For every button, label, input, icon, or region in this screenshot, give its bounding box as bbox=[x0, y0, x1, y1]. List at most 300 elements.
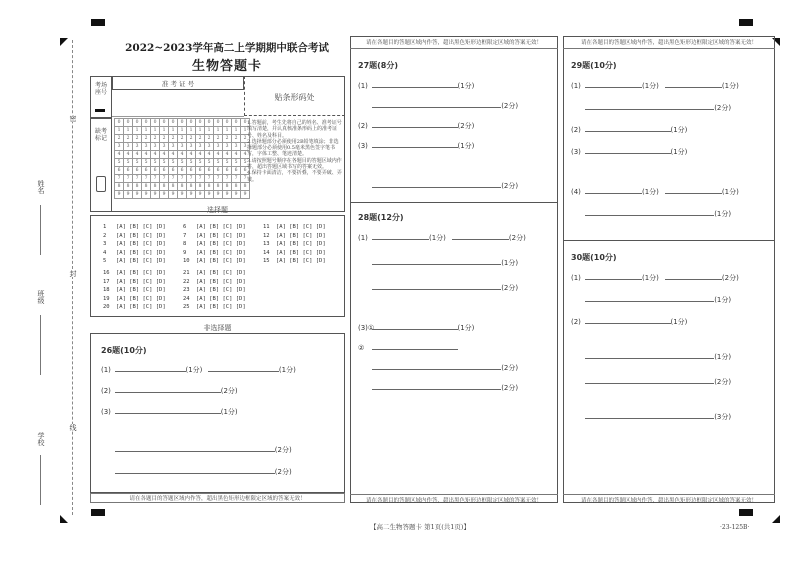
digit-bubble[interactable]: 5 bbox=[232, 159, 241, 167]
blank-line[interactable] bbox=[115, 466, 275, 474]
choice-options[interactable]: [A] [B] [C] [D] bbox=[116, 304, 166, 311]
q28-answer-line[interactable] bbox=[358, 257, 548, 268]
choice-options[interactable]: [A] [B] [C] [D] bbox=[196, 278, 246, 285]
q26-answer-line[interactable] bbox=[101, 406, 336, 417]
blank-line[interactable] bbox=[372, 180, 501, 188]
digit-bubble[interactable]: 3 bbox=[160, 143, 169, 151]
q29-answer-line[interactable] bbox=[571, 80, 761, 91]
digit-bubble[interactable]: 1 bbox=[187, 127, 196, 135]
blank-line[interactable] bbox=[115, 444, 275, 452]
digit-bubble[interactable]: 3 bbox=[187, 143, 196, 151]
score-label: (2分) bbox=[501, 182, 519, 190]
digit-bubble[interactable]: 3 bbox=[133, 143, 142, 151]
digit-bubble[interactable]: 5 bbox=[241, 159, 250, 167]
choice-question-18[interactable] bbox=[103, 287, 166, 293]
choice-question-20[interactable] bbox=[103, 304, 166, 310]
digit-bubble[interactable]: 1 bbox=[196, 127, 205, 135]
digit-bubble[interactable]: 3 bbox=[196, 143, 205, 151]
digit-bubble[interactable]: 5 bbox=[196, 159, 205, 167]
choice-question-8[interactable] bbox=[183, 241, 246, 247]
digit-bubble[interactable]: 6 bbox=[241, 167, 250, 175]
choice-options[interactable]: [A] [B] [C] [D] bbox=[276, 258, 326, 265]
digit-bubble[interactable]: 2 bbox=[169, 135, 178, 143]
digit-bubble[interactable]: 7 bbox=[241, 175, 250, 183]
q28-answer-line[interactable] bbox=[358, 342, 548, 352]
digit-bubble[interactable]: 6 bbox=[124, 167, 133, 175]
digit-bubble[interactable]: 0 bbox=[169, 119, 178, 127]
digit-bubble[interactable]: 4 bbox=[241, 151, 250, 159]
digit-bubble[interactable]: 8 bbox=[205, 183, 214, 191]
digit-bubble[interactable]: 3 bbox=[205, 143, 214, 151]
digit-bubble[interactable]: 9 bbox=[178, 191, 187, 199]
choice-number: 9 bbox=[183, 249, 187, 256]
choice-options[interactable]: [A] [B] [C] [D] bbox=[116, 295, 166, 302]
digit-bubble[interactable]: 8 bbox=[241, 183, 250, 191]
choice-options[interactable]: [A] [B] [C] [D] bbox=[276, 249, 326, 256]
digit-bubble[interactable]: 6 bbox=[223, 167, 232, 175]
q26-boundary-notice: 请在各题目的答题区域内作答，超出黑色矩形边框限定区域的答案无效！ bbox=[129, 496, 306, 502]
choice-number: 22 bbox=[183, 278, 190, 285]
digit-bubble[interactable]: 3 bbox=[124, 143, 133, 151]
digit-bubble[interactable]: 0 bbox=[241, 119, 250, 127]
exam-room-mark bbox=[95, 109, 105, 112]
blank-line[interactable] bbox=[585, 102, 714, 110]
blank-line[interactable] bbox=[372, 232, 429, 240]
digit-bubble[interactable]: 2 bbox=[187, 135, 196, 143]
choice-question-19[interactable] bbox=[103, 296, 166, 302]
digit-bubble[interactable]: 5 bbox=[187, 159, 196, 167]
choice-question-3[interactable] bbox=[103, 241, 166, 247]
choice-options[interactable]: [A] [B] [C] [D] bbox=[116, 287, 166, 294]
digit-bubble[interactable]: 6 bbox=[169, 167, 178, 175]
exam-room-label: 考场座号 bbox=[94, 82, 107, 96]
missing-exam-bubble[interactable] bbox=[96, 176, 106, 192]
blank-line[interactable] bbox=[665, 80, 722, 88]
choice-question-2[interactable] bbox=[103, 233, 166, 239]
digit-bubble[interactable]: 1 bbox=[133, 127, 142, 135]
choice-question-6[interactable] bbox=[183, 224, 246, 230]
digit-bubble[interactable]: 1 bbox=[124, 127, 133, 135]
footer-code: ·23-125B· bbox=[720, 524, 750, 531]
choice-options[interactable]: [A] [B] [C] [D] bbox=[276, 241, 326, 248]
digit-bubble[interactable]: 9 bbox=[232, 191, 241, 199]
digit-bubble[interactable]: 8 bbox=[223, 183, 232, 191]
digit-bubble[interactable]: 9 bbox=[151, 191, 160, 199]
digit-bubble[interactable]: 1 bbox=[115, 127, 124, 135]
digit-bubble[interactable]: 8 bbox=[232, 183, 241, 191]
digit-bubble[interactable]: 8 bbox=[196, 183, 205, 191]
blank-line[interactable] bbox=[585, 294, 714, 302]
choice-options[interactable]: [A] [B] [C] [D] bbox=[196, 304, 246, 311]
q29-answer-line[interactable] bbox=[571, 124, 761, 135]
digit-bubble[interactable]: 3 bbox=[151, 143, 160, 151]
digit-bubble[interactable]: 2 bbox=[232, 135, 241, 143]
score-label: (2分) bbox=[721, 274, 739, 282]
digit-bubble[interactable]: 6 bbox=[151, 167, 160, 175]
digit-bubble[interactable]: 2 bbox=[151, 135, 160, 143]
choice-options[interactable]: [A] [B] [C] [D] bbox=[116, 224, 166, 230]
score-label: (2分) bbox=[274, 468, 292, 476]
blank-line[interactable] bbox=[208, 364, 279, 372]
digit-bubble[interactable]: 8 bbox=[115, 183, 124, 191]
digit-bubble[interactable]: 5 bbox=[115, 159, 124, 167]
blank-line[interactable] bbox=[372, 342, 458, 350]
digit-bubble[interactable]: 1 bbox=[223, 127, 232, 135]
blank-line[interactable] bbox=[372, 257, 501, 265]
choice-question-25[interactable] bbox=[183, 304, 246, 310]
choice-options[interactable]: [A] [B] [C] [D] bbox=[196, 249, 246, 256]
score-label: (1分) bbox=[721, 188, 739, 196]
digit-bubble[interactable]: 7 bbox=[187, 175, 196, 183]
blank-line[interactable] bbox=[372, 282, 501, 290]
digit-bubble[interactable]: 9 bbox=[241, 191, 250, 199]
digit-bubble[interactable]: 0 bbox=[232, 119, 241, 127]
digit-bubble[interactable]: 3 bbox=[214, 143, 223, 151]
choice-question-24[interactable] bbox=[183, 296, 246, 302]
choice-question-10[interactable] bbox=[183, 258, 246, 264]
digit-bubble[interactable]: 5 bbox=[133, 159, 142, 167]
digit-bubble[interactable]: 1 bbox=[169, 127, 178, 135]
blank-line[interactable] bbox=[585, 124, 671, 132]
q30-answer-line[interactable] bbox=[571, 411, 761, 422]
digit-bubble[interactable]: 3 bbox=[241, 143, 250, 151]
digit-bubble[interactable]: 8 bbox=[133, 183, 142, 191]
registration-mark-top-right bbox=[739, 19, 753, 26]
blank-line[interactable] bbox=[585, 351, 714, 359]
digit-bubble[interactable]: 3 bbox=[142, 143, 151, 151]
digit-bubble[interactable]: 2 bbox=[205, 135, 214, 143]
digit-bubble[interactable]: 0 bbox=[223, 119, 232, 127]
digit-bubble[interactable]: 6 bbox=[160, 167, 169, 175]
digit-bubble[interactable]: 6 bbox=[133, 167, 142, 175]
choice-question-1[interactable] bbox=[103, 224, 166, 230]
digit-bubble[interactable]: 0 bbox=[124, 119, 133, 127]
digit-bubble[interactable]: 1 bbox=[142, 127, 151, 135]
digit-bubble[interactable]: 9 bbox=[124, 191, 133, 199]
digit-bubble[interactable]: 2 bbox=[214, 135, 223, 143]
digit-bubble[interactable]: 4 bbox=[178, 151, 187, 159]
digit-bubble[interactable]: 2 bbox=[115, 135, 124, 143]
digit-bubble[interactable]: 3 bbox=[169, 143, 178, 151]
digit-bubble[interactable]: 9 bbox=[214, 191, 223, 199]
blank-line[interactable] bbox=[115, 364, 186, 372]
choice-number: 13 bbox=[263, 241, 270, 248]
digit-bubble[interactable]: 8 bbox=[214, 183, 223, 191]
exam-number-bubble-grid[interactable] bbox=[114, 118, 250, 199]
blank-line[interactable] bbox=[115, 385, 221, 393]
choice-number: 15 bbox=[263, 258, 270, 265]
q28-answer-line[interactable] bbox=[358, 282, 548, 293]
digit-bubble[interactable]: 8 bbox=[151, 183, 160, 191]
blank-line[interactable] bbox=[585, 186, 642, 194]
choice-options[interactable]: [A] [B] [C] [D] bbox=[276, 232, 326, 239]
digit-bubble[interactable]: 6 bbox=[178, 167, 187, 175]
digit-bubble[interactable]: 1 bbox=[160, 127, 169, 135]
digit-bubble[interactable]: 4 bbox=[160, 151, 169, 159]
choice-options[interactable]: [A] [B] [C] [D] bbox=[116, 270, 166, 276]
digit-bubble[interactable]: 6 bbox=[205, 167, 214, 175]
digit-bubble[interactable]: 7 bbox=[142, 175, 151, 183]
q30-answer-line[interactable] bbox=[571, 376, 761, 387]
digit-bubble[interactable]: 4 bbox=[223, 151, 232, 159]
q30-title: 30题(10分) bbox=[571, 253, 617, 262]
q28-answer-line[interactable] bbox=[358, 382, 548, 393]
choice-number: 14 bbox=[263, 249, 270, 256]
digit-bubble[interactable]: 7 bbox=[151, 175, 160, 183]
choice-options[interactable]: [A] [B] [C] [D] bbox=[196, 241, 246, 248]
digit-bubble[interactable]: 9 bbox=[133, 191, 142, 199]
digit-bubble[interactable]: 5 bbox=[223, 159, 232, 167]
digit-bubble[interactable]: 7 bbox=[223, 175, 232, 183]
choice-options[interactable]: [A] [B] [C] [D] bbox=[196, 295, 246, 302]
q29-answer-line[interactable] bbox=[571, 186, 761, 197]
sub-question-label: (2) bbox=[101, 387, 111, 395]
choice-question-17[interactable] bbox=[103, 279, 166, 285]
score-label: (2分) bbox=[501, 364, 519, 372]
choice-question-9[interactable] bbox=[183, 250, 246, 256]
digit-bubble[interactable]: 0 bbox=[205, 119, 214, 127]
q30-answer-line[interactable] bbox=[571, 351, 761, 362]
digit-bubble[interactable]: 1 bbox=[205, 127, 214, 135]
digit-bubble[interactable]: 9 bbox=[169, 191, 178, 199]
q26-title: 26题(10分) bbox=[101, 346, 147, 355]
q27-answer-line[interactable] bbox=[358, 120, 548, 131]
digit-bubble[interactable]: 8 bbox=[160, 183, 169, 191]
choice-question-7[interactable] bbox=[183, 233, 246, 239]
digit-bubble[interactable]: 4 bbox=[115, 151, 124, 159]
digit-bubble[interactable]: 8 bbox=[178, 183, 187, 191]
digit-bubble[interactable]: 2 bbox=[178, 135, 187, 143]
digit-bubble[interactable]: 6 bbox=[214, 167, 223, 175]
digit-bubble[interactable]: 9 bbox=[142, 191, 151, 199]
margin-label-school: 学校 bbox=[37, 432, 45, 446]
digit-bubble[interactable]: 0 bbox=[142, 119, 151, 127]
digit-bubble[interactable]: 0 bbox=[196, 119, 205, 127]
q29-answer-line[interactable] bbox=[571, 208, 761, 219]
q27-answer-line[interactable] bbox=[358, 80, 548, 91]
choice-number: 21 bbox=[183, 270, 190, 276]
digit-bubble[interactable]: 5 bbox=[151, 159, 160, 167]
digit-bubble[interactable]: 4 bbox=[142, 151, 151, 159]
digit-bubble[interactable]: 0 bbox=[151, 119, 160, 127]
digit-bubble[interactable]: 6 bbox=[232, 167, 241, 175]
q30-answer-line[interactable] bbox=[571, 316, 761, 327]
score-label: (1分) bbox=[642, 274, 659, 282]
exam-subtitle: 生物答题卡 bbox=[191, 59, 262, 74]
blank-line[interactable] bbox=[115, 406, 221, 414]
digit-bubble[interactable]: 7 bbox=[178, 175, 187, 183]
digit-bubble[interactable]: 7 bbox=[214, 175, 223, 183]
digit-bubble[interactable]: 6 bbox=[142, 167, 151, 175]
digit-bubble[interactable]: 3 bbox=[232, 143, 241, 151]
digit-bubble[interactable]: 3 bbox=[115, 143, 124, 151]
q27-answer-line[interactable] bbox=[358, 140, 548, 151]
blank-line[interactable] bbox=[372, 100, 501, 108]
choice-options[interactable]: [A] [B] [C] [D] bbox=[196, 232, 246, 239]
q26-answer-line[interactable] bbox=[101, 364, 336, 375]
digit-bubble[interactable]: 8 bbox=[142, 183, 151, 191]
digit-bubble[interactable]: 5 bbox=[160, 159, 169, 167]
digit-bubble[interactable]: 8 bbox=[124, 183, 133, 191]
q30-answer-line[interactable] bbox=[571, 272, 761, 283]
digit-bubble[interactable]: 8 bbox=[169, 183, 178, 191]
digit-bubble[interactable]: 0 bbox=[178, 119, 187, 127]
choice-question-21[interactable] bbox=[183, 270, 246, 276]
blank-line[interactable] bbox=[585, 316, 671, 324]
blank-line[interactable] bbox=[372, 362, 501, 370]
q29-answer-line[interactable] bbox=[571, 102, 761, 113]
choice-question-4[interactable] bbox=[103, 250, 166, 256]
blank-line[interactable] bbox=[372, 322, 458, 330]
choice-options[interactable]: [A] [B] [C] [D] bbox=[196, 270, 246, 276]
q26-answer-line[interactable] bbox=[101, 385, 336, 396]
choice-options[interactable]: [A] [B] [C] [D] bbox=[116, 232, 166, 239]
digit-bubble[interactable]: 9 bbox=[187, 191, 196, 199]
blank-line[interactable] bbox=[665, 272, 722, 280]
digit-bubble[interactable]: 2 bbox=[142, 135, 151, 143]
digit-bubble[interactable]: 1 bbox=[178, 127, 187, 135]
score-label: (1分) bbox=[220, 408, 238, 416]
blank-line[interactable] bbox=[452, 232, 509, 240]
digit-bubble[interactable]: 2 bbox=[223, 135, 232, 143]
middle-top-notice: 请在各题目的答题区域内作答，超出黑色矩形边框限定区域的答案无效！ bbox=[350, 38, 558, 49]
blank-line[interactable] bbox=[585, 208, 714, 216]
q26-answer-line[interactable] bbox=[101, 444, 336, 455]
q30-answer-line[interactable] bbox=[571, 294, 761, 305]
choice-number: 16 bbox=[103, 270, 110, 276]
blank-line[interactable] bbox=[585, 146, 671, 154]
choice-options[interactable]: [A] [B] [C] [D] bbox=[196, 258, 246, 265]
blank-line[interactable] bbox=[372, 80, 458, 88]
digit-bubble[interactable]: 1 bbox=[151, 127, 160, 135]
digit-bubble[interactable]: 2 bbox=[160, 135, 169, 143]
digit-bubble[interactable]: 3 bbox=[223, 143, 232, 151]
digit-bubble[interactable]: 1 bbox=[214, 127, 223, 135]
score-label: (2分) bbox=[457, 122, 475, 130]
digit-bubble[interactable]: 9 bbox=[196, 191, 205, 199]
digit-bubble[interactable]: 9 bbox=[223, 191, 232, 199]
blank-line[interactable] bbox=[585, 411, 714, 419]
q28-answer-line[interactable] bbox=[358, 322, 548, 333]
digit-bubble[interactable]: 5 bbox=[169, 159, 178, 167]
choice-question-14[interactable] bbox=[263, 250, 326, 256]
digit-bubble[interactable]: 7 bbox=[133, 175, 142, 183]
digit-bubble[interactable]: 4 bbox=[205, 151, 214, 159]
digit-bubble[interactable]: 0 bbox=[133, 119, 142, 127]
digit-bubble[interactable]: 0 bbox=[214, 119, 223, 127]
digit-bubble[interactable]: 6 bbox=[196, 167, 205, 175]
digit-bubble[interactable]: 5 bbox=[124, 159, 133, 167]
digit-bubble[interactable]: 6 bbox=[187, 167, 196, 175]
notice-block bbox=[247, 120, 342, 183]
choice-options[interactable]: [A] [B] [C] [D] bbox=[116, 249, 166, 256]
digit-bubble[interactable]: 7 bbox=[232, 175, 241, 183]
corner-triangle-bottom-left bbox=[60, 515, 68, 523]
digit-bubble[interactable]: 9 bbox=[205, 191, 214, 199]
digit-bubble[interactable]: 6 bbox=[115, 167, 124, 175]
blank-line[interactable] bbox=[372, 140, 458, 148]
choice-number: 6 bbox=[183, 224, 187, 230]
digit-bubble[interactable]: 2 bbox=[133, 135, 142, 143]
choice-options[interactable]: [A] [B] [C] [D] bbox=[276, 224, 326, 230]
blank-line[interactable] bbox=[665, 186, 722, 194]
choice-options[interactable]: [A] [B] [C] [D] bbox=[116, 241, 166, 248]
blank-line[interactable] bbox=[372, 120, 458, 128]
digit-bubble[interactable]: 7 bbox=[196, 175, 205, 183]
q28-answer-line[interactable] bbox=[358, 362, 548, 373]
choice-question-15[interactable] bbox=[263, 258, 326, 264]
digit-bubble[interactable]: 5 bbox=[178, 159, 187, 167]
digit-bubble[interactable]: 7 bbox=[160, 175, 169, 183]
digit-bubble[interactable]: 0 bbox=[115, 119, 124, 127]
digit-bubble[interactable]: 0 bbox=[160, 119, 169, 127]
blank-line[interactable] bbox=[585, 376, 714, 384]
digit-bubble[interactable]: 2 bbox=[124, 135, 133, 143]
seal-char-xian: 线 bbox=[69, 424, 77, 431]
digit-bubble[interactable]: 4 bbox=[214, 151, 223, 159]
digit-bubble[interactable]: 4 bbox=[124, 151, 133, 159]
digit-bubble[interactable]: 4 bbox=[169, 151, 178, 159]
digit-bubble[interactable]: 3 bbox=[178, 143, 187, 151]
choice-options[interactable]: [A] [B] [C] [D] bbox=[116, 258, 166, 265]
digit-bubble[interactable]: 4 bbox=[196, 151, 205, 159]
digit-bubble[interactable]: 4 bbox=[133, 151, 142, 159]
score-label: (1分) bbox=[714, 296, 732, 304]
choice-question-22[interactable] bbox=[183, 279, 246, 285]
digit-bubble[interactable]: 5 bbox=[214, 159, 223, 167]
digit-bubble[interactable]: 0 bbox=[187, 119, 196, 127]
choice-question-5[interactable] bbox=[103, 258, 166, 264]
q28-answer-line[interactable] bbox=[358, 232, 548, 243]
sub-question-label: (1) bbox=[101, 366, 111, 374]
digit-bubble[interactable]: 1 bbox=[241, 127, 250, 135]
choice-options[interactable]: [A] [B] [C] [D] bbox=[196, 287, 246, 294]
blank-line[interactable] bbox=[585, 80, 642, 88]
digit-bubble[interactable]: 9 bbox=[160, 191, 169, 199]
exam-number-label: 准 考 证 号 bbox=[161, 80, 195, 88]
q27-answer-line[interactable] bbox=[358, 100, 548, 111]
choice-question-11[interactable] bbox=[263, 224, 326, 230]
digit-bubble[interactable]: 7 bbox=[169, 175, 178, 183]
blank-line[interactable] bbox=[585, 272, 642, 280]
choice-question-16[interactable] bbox=[103, 270, 166, 276]
corner-triangle-bottom-right bbox=[772, 515, 780, 523]
digit-bubble[interactable]: 2 bbox=[196, 135, 205, 143]
digit-bubble[interactable]: 2 bbox=[241, 135, 250, 143]
choice-question-12[interactable] bbox=[263, 233, 326, 239]
choice-question-13[interactable] bbox=[263, 241, 326, 247]
digit-bubble[interactable]: 4 bbox=[187, 151, 196, 159]
digit-bubble[interactable]: 5 bbox=[205, 159, 214, 167]
q26-answer-line[interactable] bbox=[101, 466, 336, 477]
q27-answer-line[interactable] bbox=[358, 180, 548, 191]
digit-bubble[interactable]: 4 bbox=[232, 151, 241, 159]
q29-answer-line[interactable] bbox=[571, 146, 761, 157]
digit-bubble[interactable]: 7 bbox=[115, 175, 124, 183]
digit-bubble[interactable]: 5 bbox=[142, 159, 151, 167]
score-label: (1分) bbox=[429, 234, 446, 242]
blank-line[interactable] bbox=[372, 382, 501, 390]
digit-bubble[interactable]: 8 bbox=[187, 183, 196, 191]
choice-options[interactable]: [A] [B] [C] [D] bbox=[196, 224, 246, 230]
digit-bubble[interactable]: 4 bbox=[151, 151, 160, 159]
digit-bubble[interactable]: 7 bbox=[205, 175, 214, 183]
digit-bubble[interactable]: 9 bbox=[115, 191, 124, 199]
choice-question-23[interactable] bbox=[183, 287, 246, 293]
choice-options[interactable]: [A] [B] [C] [D] bbox=[116, 278, 166, 285]
digit-bubble[interactable]: 1 bbox=[232, 127, 241, 135]
digit-bubble[interactable]: 7 bbox=[124, 175, 133, 183]
